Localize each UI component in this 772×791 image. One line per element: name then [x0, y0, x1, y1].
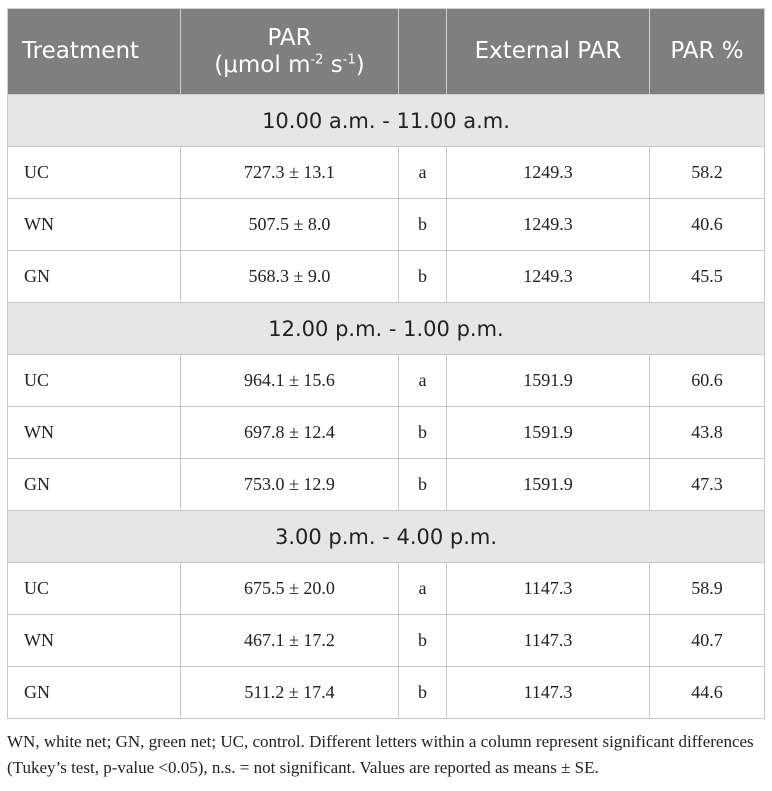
cell-par: 964.1 ± 15.6 — [181, 355, 399, 407]
group-row — [8, 303, 765, 355]
table-row — [8, 563, 765, 615]
cell-percent: 40.7 — [650, 615, 765, 667]
table-row — [8, 147, 765, 199]
header-par-sup-a: -2 — [310, 51, 324, 67]
cell-letter: a — [399, 147, 447, 199]
cell-treatment: UC — [8, 355, 181, 407]
header-par — [181, 9, 399, 95]
header-par-sup-b: -1 — [342, 51, 356, 67]
header-letter — [399, 9, 447, 95]
table-row — [8, 199, 765, 251]
cell-percent: 45.5 — [650, 251, 765, 303]
par-table — [7, 8, 765, 719]
cell-letter: b — [399, 459, 447, 511]
table-row — [8, 615, 765, 667]
cell-external: 1591.9 — [447, 459, 650, 511]
cell-external: 1147.3 — [447, 563, 650, 615]
header-row — [8, 9, 765, 95]
cell-par: 507.5 ± 8.0 — [181, 199, 399, 251]
table-row — [8, 251, 765, 303]
cell-treatment: UC — [8, 563, 181, 615]
cell-percent: 58.9 — [650, 563, 765, 615]
time-window-label: 3.00 p.m. - 4.00 p.m. — [8, 511, 765, 563]
cell-percent: 44.6 — [650, 667, 765, 719]
cell-treatment: UC — [8, 147, 181, 199]
header-par-unit-c: ) — [355, 51, 365, 78]
table-row — [8, 459, 765, 511]
time-window-label: 12.00 p.m. - 1.00 p.m. — [8, 303, 765, 355]
cell-letter: b — [399, 251, 447, 303]
table-row — [8, 667, 765, 719]
cell-external: 1591.9 — [447, 407, 650, 459]
cell-percent: 60.6 — [650, 355, 765, 407]
cell-par: 753.0 ± 12.9 — [181, 459, 399, 511]
group-row — [8, 95, 765, 147]
header-par-title: PAR — [267, 25, 312, 52]
cell-treatment: GN — [8, 459, 181, 511]
cell-external: 1147.3 — [447, 667, 650, 719]
cell-letter: b — [399, 407, 447, 459]
cell-letter: b — [399, 199, 447, 251]
table-row — [8, 355, 765, 407]
cell-external: 1249.3 — [447, 251, 650, 303]
cell-letter: a — [399, 355, 447, 407]
cell-treatment: WN — [8, 199, 181, 251]
footnote: WN, white net; GN, green net; UC, control. Different letters within a column represent significant differences (Tukey’s test, p-value <0.05), n.s. = not significant. Values are reported as means ± SE. — [7, 732, 754, 777]
table-body — [8, 95, 765, 719]
cell-external: 1147.3 — [447, 615, 650, 667]
cell-par: 675.5 ± 20.0 — [181, 563, 399, 615]
cell-par: 568.3 ± 9.0 — [181, 251, 399, 303]
header-percent: PAR % — [650, 9, 765, 95]
cell-external: 1249.3 — [447, 199, 650, 251]
cell-external: 1591.9 — [447, 355, 650, 407]
cell-treatment: WN — [8, 615, 181, 667]
time-window-label: 10.00 a.m. - 11.00 a.m. — [8, 95, 765, 147]
cell-percent: 43.8 — [650, 407, 765, 459]
header-par-unit-a: (μmol m — [214, 51, 311, 78]
cell-par: 467.1 ± 17.2 — [181, 615, 399, 667]
cell-letter: b — [399, 667, 447, 719]
cell-percent: 47.3 — [650, 459, 765, 511]
cell-letter: a — [399, 563, 447, 615]
cell-treatment: GN — [8, 251, 181, 303]
cell-par: 697.8 ± 12.4 — [181, 407, 399, 459]
header-par-unit-b: s — [323, 51, 343, 78]
cell-letter: b — [399, 615, 447, 667]
cell-treatment: WN — [8, 407, 181, 459]
cell-par: 727.3 ± 13.1 — [181, 147, 399, 199]
header-treatment: Treatment — [8, 9, 181, 95]
table-row — [8, 407, 765, 459]
cell-treatment: GN — [8, 667, 181, 719]
cell-par: 511.2 ± 17.4 — [181, 667, 399, 719]
table-container — [7, 8, 764, 780]
header-external: External PAR — [447, 9, 650, 95]
cell-percent: 58.2 — [650, 147, 765, 199]
cell-percent: 40.6 — [650, 199, 765, 251]
group-row — [8, 511, 765, 563]
cell-external: 1249.3 — [447, 147, 650, 199]
